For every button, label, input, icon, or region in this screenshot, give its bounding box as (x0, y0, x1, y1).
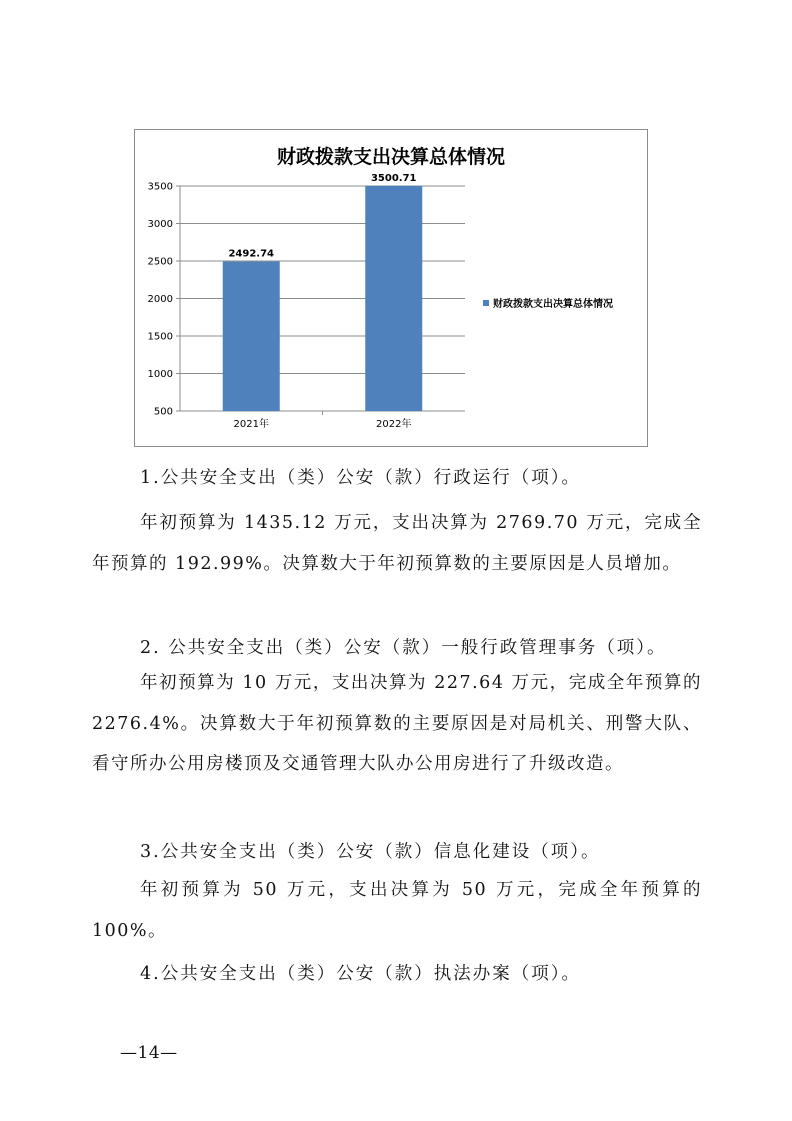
x-tick-label: 2022年 (376, 419, 412, 430)
item2-heading: 2. 公共安全支出（类）公安（款）一般行政管理事务（项）。 (140, 638, 667, 658)
bar-2 (365, 186, 422, 411)
data-label: 3500.71 (370, 172, 417, 184)
y-tick-label: 3500 (147, 181, 173, 193)
chart-canvas (135, 130, 647, 446)
item3-heading: 3.公共安全支出（类）公安（款）信息化建设（项）。 (140, 842, 601, 862)
legend-label: 财政拨款支出决算总体情况 (493, 299, 613, 310)
item1-heading: 1.公共安全支出（类）公安（款）行政运行（项）。 (140, 468, 581, 488)
y-tick-label: 3000 (147, 219, 173, 230)
item3-text: 年初预算为 50 万元，支出决算为 50 万元，完成全年预算的 100%。 (92, 880, 702, 941)
bar-chart (134, 129, 648, 447)
page-number: —14— (120, 1043, 178, 1063)
item1-text: 年初预算为 1435.12 万元，支出决算为 2769.70 万元，完成全年预算的 192.99%。决算数大于年初预算数的主要原因是人员增加。 (92, 513, 702, 574)
item2-text: 年初预算为 10 万元，支出决算为 227.64 万元，完成全年预算的 2276.4%。决算数大于年初预算数的主要原因是对局机关、刑警大队、看守所办公用房楼顶及交通管理大队办公用房进行了升级改造。 (92, 673, 702, 774)
item4-heading: 4.公共安全支出（类）公安（款）执法办案（项）。 (140, 964, 581, 984)
data-label: 2492.74 (228, 248, 275, 260)
y-tick-label: 2000 (147, 294, 173, 305)
y-tick-label: 1000 (147, 369, 173, 380)
y-tick-label: 2500 (147, 256, 173, 268)
bar-1 (223, 262, 280, 411)
x-tick-label: 2021年 (233, 419, 269, 430)
chart-title: 财政拨款支出决算总体情况 (276, 146, 506, 168)
y-tick-label: 500 (153, 406, 173, 418)
y-tick-label: 1500 (147, 331, 173, 343)
legend-swatch (483, 300, 489, 306)
